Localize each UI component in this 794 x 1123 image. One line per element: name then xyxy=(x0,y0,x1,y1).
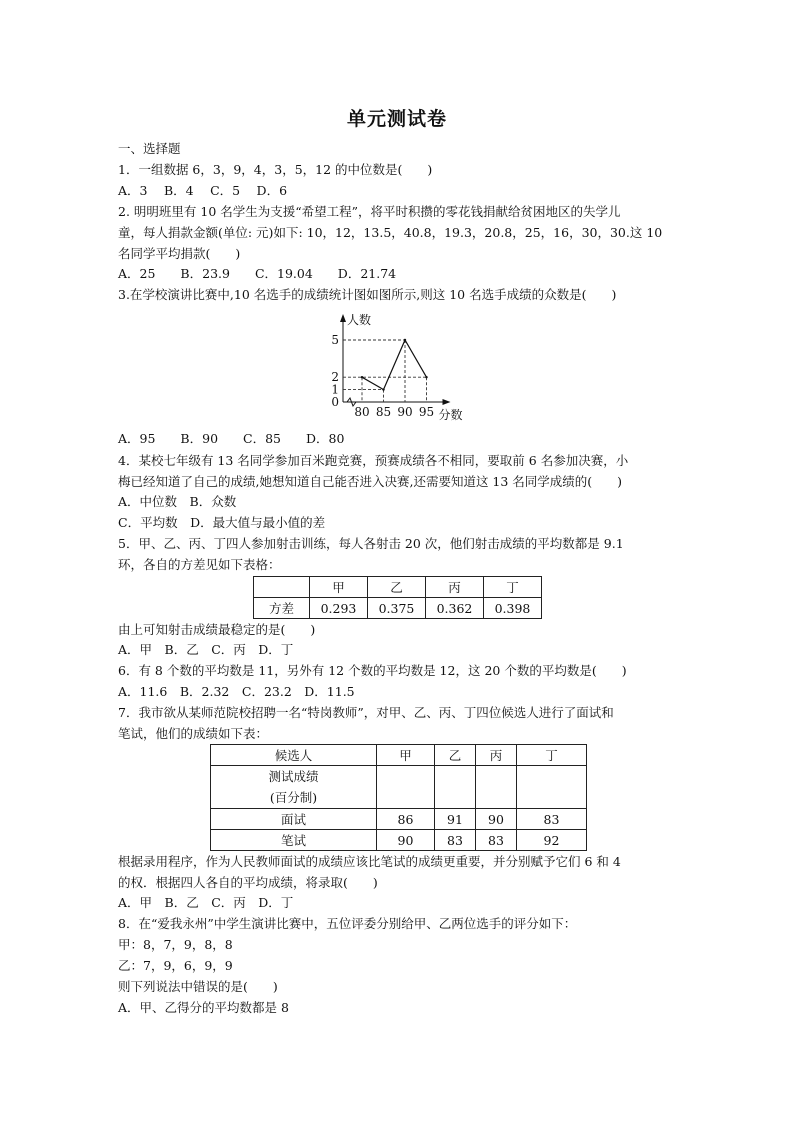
q2-options: A．25 B．23.9 C．19.04 D．21.74 xyxy=(118,266,397,281)
q8-line-3: 乙：7，9，6，9，9 xyxy=(118,958,233,973)
y-axis-label: 人数 xyxy=(347,313,372,327)
y-axis-arrow xyxy=(340,314,346,322)
table-cell xyxy=(476,766,517,809)
q6-options: A．11.6 B．2.32 C．23.2 D．11.5 xyxy=(118,684,355,699)
table-cell: 乙 xyxy=(368,577,426,598)
table-cell: 方差 xyxy=(254,598,310,619)
q3-options: A．95 B．90 C．85 D．80 xyxy=(118,431,345,446)
score-table xyxy=(210,744,587,851)
data-point xyxy=(382,388,384,390)
table-cell xyxy=(211,766,377,809)
table-cell: 甲 xyxy=(310,577,368,598)
data-point xyxy=(404,339,406,341)
q4-option-line-1: A．中位数 B．众数 xyxy=(118,494,237,509)
page-title: 单元测试卷 xyxy=(346,108,447,130)
table-cell xyxy=(254,577,310,598)
table-cell: 91 xyxy=(435,809,476,830)
q1-options: A．3 B．4 C．5 D．6 xyxy=(118,183,288,198)
table-cell xyxy=(517,766,587,809)
q8-line-5: A．甲、乙得分的平均数都是 8 xyxy=(118,1000,289,1015)
table-cell: 笔试 xyxy=(211,830,377,851)
table-cell: 83 xyxy=(435,830,476,851)
q5-options: A．甲 B．乙 C．丙 D．丁 xyxy=(118,642,294,657)
table-cell: 候选人 xyxy=(211,745,377,766)
q8-line-2: 甲：8，7，9，8，8 xyxy=(118,937,233,952)
row-head-line-1: 测试成绩 xyxy=(268,769,319,784)
y-tick-label: 2 xyxy=(331,370,339,385)
table-row xyxy=(254,598,542,619)
table-cell: 90 xyxy=(377,830,435,851)
table-cell: 92 xyxy=(517,830,587,851)
table-row xyxy=(211,830,587,851)
table-cell: 0.398 xyxy=(484,598,542,619)
table-row xyxy=(211,809,587,830)
table-row xyxy=(254,577,542,598)
x-tick-label: 85 xyxy=(375,405,392,419)
variance-table xyxy=(253,576,542,619)
data-point xyxy=(425,376,427,378)
y-tick-label: 5 xyxy=(331,333,339,347)
q5-question: 由上可知射击成绩最稳定的是( ) xyxy=(118,622,316,637)
q7-after-line-2: 的权．根据四人各自的平均成绩，将录取( ) xyxy=(118,875,378,890)
q5-line-1: 5．甲、乙、丙、丁四人参加射击训练，每人各射击 20 次，他们射击成绩的平均数都是 9.1 xyxy=(118,536,624,551)
x-axis-label: 分数 xyxy=(438,408,463,422)
table-cell: 0.375 xyxy=(368,598,426,619)
q2-line-3: 名同学平均捐款( ) xyxy=(118,246,241,261)
table-cell: 86 xyxy=(377,809,435,830)
x-tick-label: 80 xyxy=(354,405,370,419)
q4-line-1: 4．某校七年级有 13 名同学参加百米跑竞赛，预赛成绩各不相同，要取前 6 名参加决赛，小 xyxy=(118,453,629,468)
row-head-line-2: (百分制) xyxy=(269,790,318,805)
q8-line-1: 8．在“爱我永州”中学生演讲比赛中，五位评委分别给甲、乙两位选手的评分如下： xyxy=(118,916,577,931)
table-cell: 丙 xyxy=(426,577,484,598)
table-cell: 83 xyxy=(476,830,517,851)
x-axis-arrow xyxy=(443,399,451,405)
table-cell: 面试 xyxy=(211,809,377,830)
table-cell: 乙 xyxy=(435,745,476,766)
table-cell: 83 xyxy=(517,809,587,830)
table-cell xyxy=(377,766,435,809)
data-point xyxy=(361,376,363,378)
x-tick-label: 90 xyxy=(397,405,413,419)
table-cell: 丁 xyxy=(517,745,587,766)
series-line xyxy=(362,340,427,390)
table-cell: 90 xyxy=(476,809,517,830)
table-cell: 0.362 xyxy=(426,598,484,619)
table-cell xyxy=(435,766,476,809)
q3-stem: 3.在学校演讲比赛中,10 名选手的成绩统计图如图所示,则这 10 名选手成绩的众数是( ) xyxy=(118,287,617,302)
table-row xyxy=(211,766,587,809)
y-tick-label: 0 xyxy=(331,395,339,409)
q7-line-1: 7．我市欲从某师范院校招聘一名“特岗教师”，对甲、乙、丙、丁四位候选人进行了面试和 xyxy=(118,705,614,720)
table-cell: 丙 xyxy=(476,745,517,766)
section-heading: 一、选择题 xyxy=(118,141,181,156)
table-row xyxy=(211,745,587,766)
q2-line-2: 童，每人捐款金额(单位: 元)如下: 10，12，13.5，40.8，19.3，20.8，25，16，30，30.这 10 xyxy=(118,225,663,240)
table-cell: 丁 xyxy=(484,577,542,598)
q6-stem: 6．有 8 个数的平均数是 11，另外有 12 个数的平均数是 12，这 20 个数的平均数是( ) xyxy=(118,663,627,678)
score-line-chart xyxy=(325,310,475,425)
x-tick-label: 95 xyxy=(418,405,435,419)
q2-line-1: 2. 明明班里有 10 名学生为支援“希望工程”，将平时积攒的零花钱捐献给贫困地区的失学儿 xyxy=(118,204,621,219)
q5-line-2: 环，各自的方差见如下表格： xyxy=(118,557,281,572)
q1-stem: 1．一组数据 6，3，9，4，3，5，12 的中位数是( ) xyxy=(118,162,433,177)
q4-option-line-2: C．平均数 D．最大值与最小值的差 xyxy=(118,515,326,530)
q7-after-line-1: 根据录用程序，作为人民教师面试的成绩应该比笔试的成绩更重要，并分别赋予它们 6 和 4 xyxy=(118,854,621,869)
q4-line-2: 梅已经知道了自己的成绩,她想知道自己能否进入决赛,还需要知道这 13 名同学成绩的( ) xyxy=(118,474,623,489)
table-cell: 0.293 xyxy=(310,598,368,619)
q8-line-4: 则下列说法中错误的是( ) xyxy=(118,979,278,994)
q7-line-2: 笔试，他们的成绩如下表： xyxy=(118,726,269,741)
q7-options: A．甲 B．乙 C．丙 D．丁 xyxy=(118,895,294,910)
y-tick-label: 1 xyxy=(331,382,339,397)
table-cell: 甲 xyxy=(377,745,435,766)
